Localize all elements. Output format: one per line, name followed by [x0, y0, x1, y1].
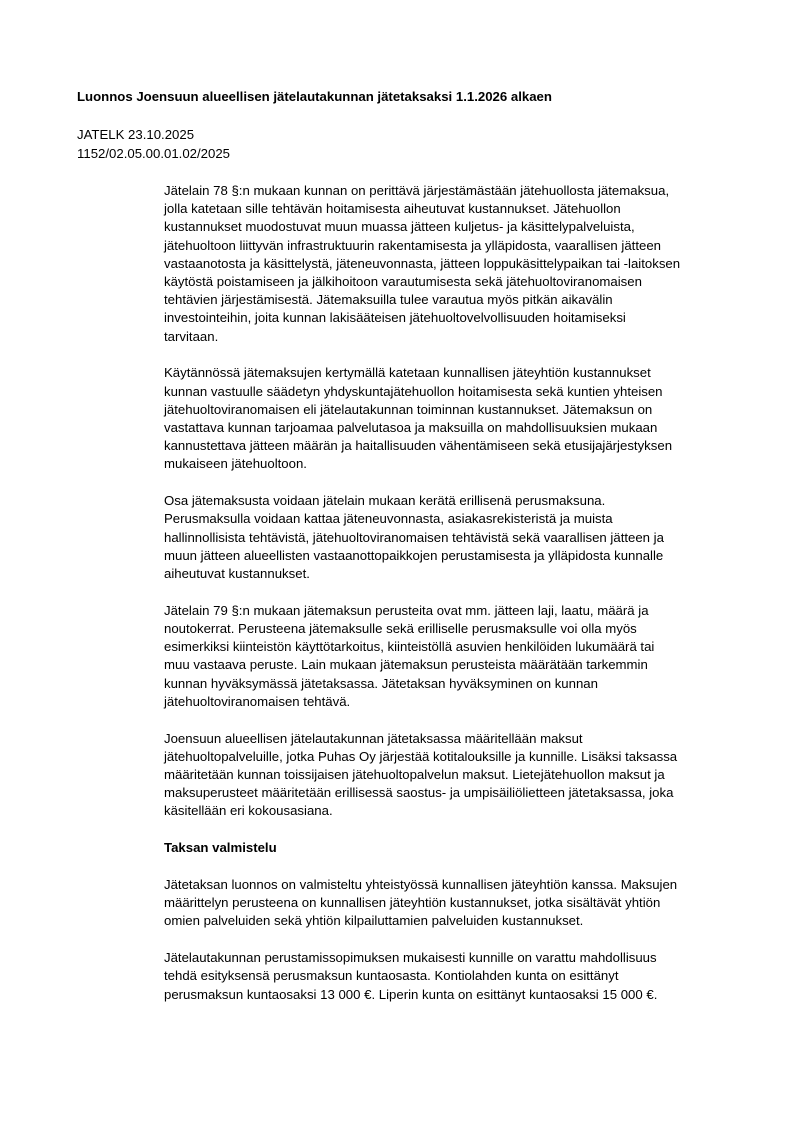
text-line: hallinnollisista tehtävistä, jätehuoltoviranomaisen tehtävistä sekä vaarallisen jätteen ja [164, 529, 664, 545]
document-title: Luonnos Joensuun alueellisen jätelautakunnan jätetaksaksi 1.1.2026 alkaen [77, 89, 552, 104]
paragraph [164, 364, 744, 473]
text-line: Osa jätemaksusta voidaan jätelain mukaan kerätä erillisenä perusmaksuna. [164, 493, 606, 509]
text-line: jolla katetaan sille tehtävän hoitamisesta aiheutuvat kustannukset. Jätehuollon [164, 201, 621, 217]
text-line: Jätetaksan luonnos on valmisteltu yhteistyössä kunnallisen jäteyhtiön kanssa. Maksujen [164, 877, 678, 893]
text-line: mukaiseen jätehuoltoon. [164, 456, 307, 472]
paragraph [164, 876, 744, 931]
text-line: määrittelyn perusteena on kunnallisen jäteyhtiön kustannukset, jotka sisältävät yhtiön [164, 895, 661, 911]
text-line: jätehuoltoviranomaisen eli jätelautakunnan toiminnan kustannukset. Jätemaksun on [164, 401, 653, 417]
section-heading: Taksan valmistelu [164, 840, 277, 856]
record-number: 1152/02.05.00.01.02/2025 [77, 146, 231, 161]
text-line: jätehuoltopalveluille, jotka Puhas Oy järjestää kotitalouksille ja kunnille. Lisäksi taksassa [164, 748, 678, 764]
text-line: määritetään kunnan toissijaisen jätehuoltopalvelun maksut. Lietejätehuollon maksut ja [164, 767, 665, 783]
text-line: aiheutuvat kustannukset. [164, 566, 310, 582]
text-line: kustannukset muodostuvat muun muassa jätteen kuljetus- ja käsittelypalveluista, [164, 219, 635, 235]
text-line: kannustettava jätteen määrän ja haitallisuuden vähentämiseen sekä etusijajärjestyksen [164, 438, 673, 454]
text-line: vastattava kunnan tarjoamaa palvelutasoa ja maksuilla on mahdollisuuksien mukaan [164, 420, 658, 436]
text-line: maksuperusteet määritetään erillisessä saostus- ja umpisäiliölietteen jätetaksassa, joka [164, 785, 674, 801]
text-line: investointeihin, joita kunnan lakisääteisen jätehuoltovelvollisuuden hoitamiseksi [164, 310, 626, 326]
text-line: käytöstä poistamiseen ja jälkihoitoon varautumisesta sekä jätehuoltoviranomaisen [164, 274, 642, 290]
text-line: Käytännössä jätemaksujen kertymällä katetaan kunnallisen jäteyhtiön kustannukset [164, 365, 651, 381]
text-line: Jätelain 78 §:n mukaan kunnan on perittävä järjestämästään jätehuollosta jätemaksua, [164, 183, 670, 198]
text-line: kunnan hyväksymässä jätetaksassa. Jätetaksan hyväksyminen on kunnan [164, 675, 598, 691]
text-line: käsitellään eri kokousasiana. [164, 803, 333, 819]
text-line: perusmaksun kuntaosaksi 13 000 €. Liperin kunta on esittänyt kuntaosaksi 15 000 €. [164, 986, 658, 1002]
text-line: tehtävien järjestämisestä. Jätemaksuilla tulee varautua myös pitkän aikavälin [164, 292, 613, 308]
text-line: muu vastaava peruste. Lain mukaan jätemaksun perusteista määrätään tarkemmin [164, 657, 648, 673]
paragraph [164, 949, 744, 1004]
paragraph [164, 730, 744, 821]
paragraph [164, 182, 744, 346]
text-line: Joensuun alueellisen jätelautakunnan jätetaksassa määritellään maksut [164, 730, 583, 746]
paragraph [164, 602, 744, 711]
text-line: kunnan vastuulle säädetyn yhdyskuntajätehuollon hoitamisesta sekä kuntien yhteisen [164, 383, 663, 399]
text-line: Jätelain 79 §:n mukaan jätemaksun perusteita ovat mm. jätteen laji, laatu, määrä ja [164, 602, 649, 618]
text-line: jätehuoltoviranomaisen tehtävä. [164, 693, 351, 709]
text-line: muun jätteen alueellisten vastaanottopaikkojen perustamisesta ja ylläpidosta kunnalle [164, 547, 664, 563]
document-body [164, 182, 744, 1022]
text-line: tehdä esityksensä perusmaksun kuntaosasta. Kontiolahden kunta on esittänyt [164, 968, 619, 984]
text-line: jätehuoltoon liittyvän infrastruktuurin rakentamisesta ja ylläpidosta, vaarallisen jätteen [164, 237, 661, 253]
text-line: tarvitaan. [164, 328, 219, 344]
text-line: esimerkiksi kiinteistön käyttötarkoitus, kiinteistöllä asuvien henkilöiden lukumäärä tai [164, 639, 655, 655]
paragraph [164, 492, 744, 583]
text-line: Perusmaksulla voidaan kattaa jäteneuvonnasta, asiakasrekisteristä ja muista [164, 511, 613, 527]
meeting-reference: JATELK 23.10.2025 [77, 127, 195, 142]
text-line: Jätelautakunnan perustamissopimuksen mukaisesti kunnille on varattu mahdollisuus [164, 950, 657, 966]
text-line: noutokerrat. Perusteena jätemaksulle sekä erilliselle perusmaksulle voi olla myös [164, 621, 637, 637]
document-meta [77, 125, 230, 163]
text-line: vastaanotosta ja käsittelystä, jäteneuvonnasta, jätteen loppukäsittelypaikan tai -laitoksen [164, 255, 681, 271]
text-line: omien palveluiden sekä yhtiön kilpailuttamien palveluiden kustannukset. [164, 913, 584, 929]
